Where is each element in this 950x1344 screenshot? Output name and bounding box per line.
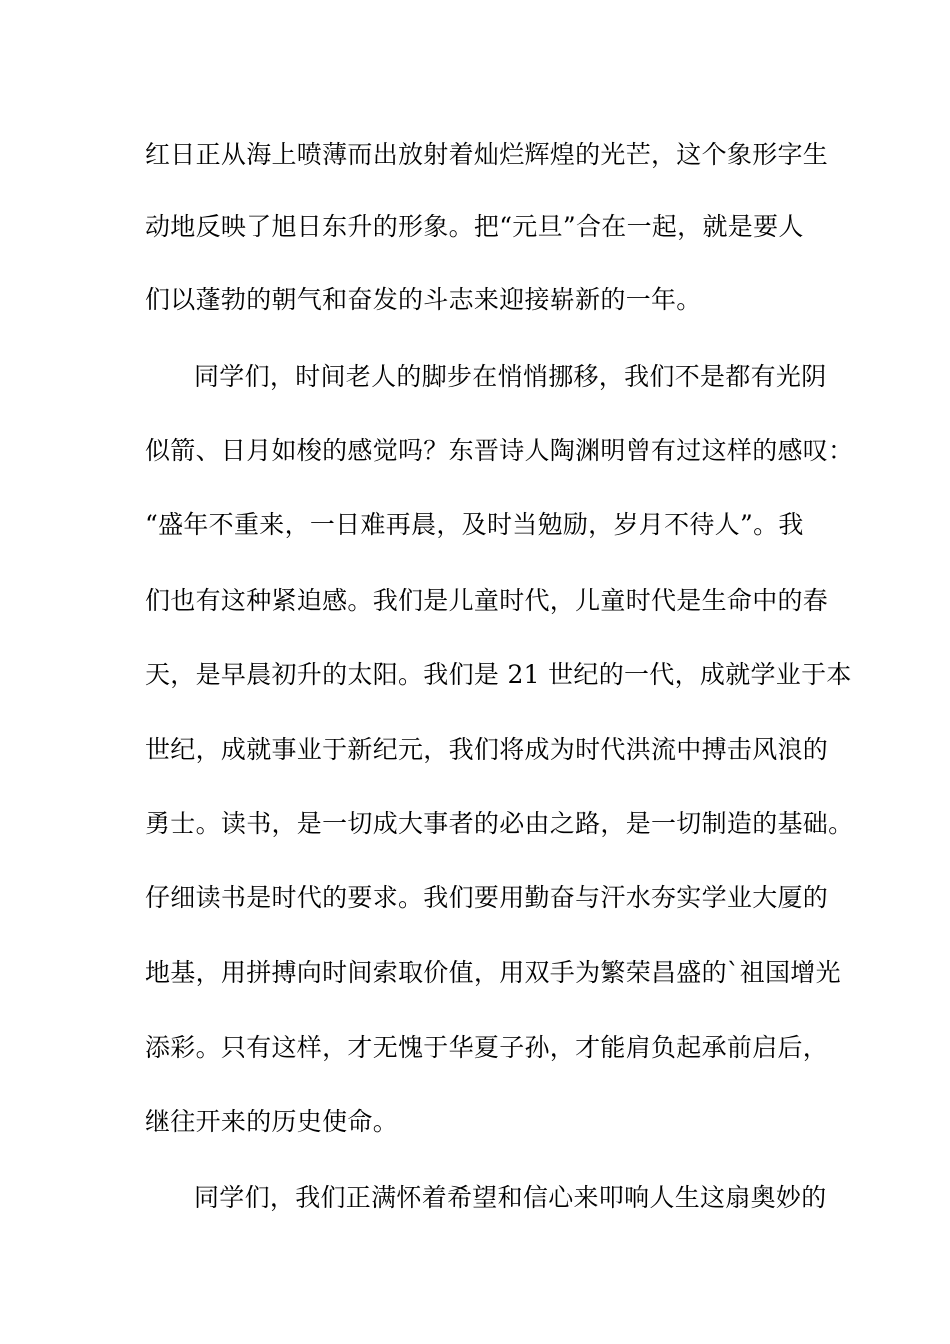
text-line: 继往开来的历史使命。 bbox=[145, 1107, 399, 1136]
text-line: 仔细读书是时代的要求。我们要用勤奋与汗水夯实学业大厦的 bbox=[145, 883, 829, 912]
text-line: 动地反映了旭日东升的形象。把“元旦”合在一起，就是要人 bbox=[145, 212, 804, 241]
paragraph-start-line: 同学们，时间老人的脚步在悄悄挪移，我们不是都有光阴 bbox=[194, 362, 827, 391]
text-line: 似箭、日月如梭的感觉吗？东晋诗人陶渊明曾有过这样的感叹： bbox=[145, 436, 854, 465]
text-line: 地基，用拼搏向时间索取价值，用双手为繁荣昌盛的`祖国增光 bbox=[145, 958, 841, 987]
text-line: 勇士。读书，是一切成大事者的必由之路，是一切制造的基础。 bbox=[145, 809, 854, 838]
text-line: 们也有这种紧迫感。我们是儿童时代，儿童时代是生命中的春 bbox=[145, 586, 829, 615]
text-line: 天，是早晨初升的太阳。我们是 21 世纪的一代，成就学业于本 bbox=[145, 660, 852, 689]
text-line: 红日正从海上喷薄而出放射着灿烂辉煌的光芒，这个象形字生 bbox=[145, 140, 829, 169]
paragraph-start-line: 同学们，我们正满怀着希望和信心来叩响人生这扇奥妙的 bbox=[194, 1183, 827, 1212]
text-line: 们以蓬勃的朝气和奋发的斗志来迎接崭新的一年。 bbox=[145, 285, 702, 314]
text-line: 世纪，成就事业于新纪元，我们将成为时代洪流中搏击风浪的 bbox=[145, 735, 829, 764]
text-line: 添彩。只有这样，才无愧于华夏子孙，才能肩负起承前启后， bbox=[145, 1033, 829, 1062]
text-line: “盛年不重来，一日难再晨，及时当勉励，岁月不待人”。我 bbox=[145, 510, 804, 539]
